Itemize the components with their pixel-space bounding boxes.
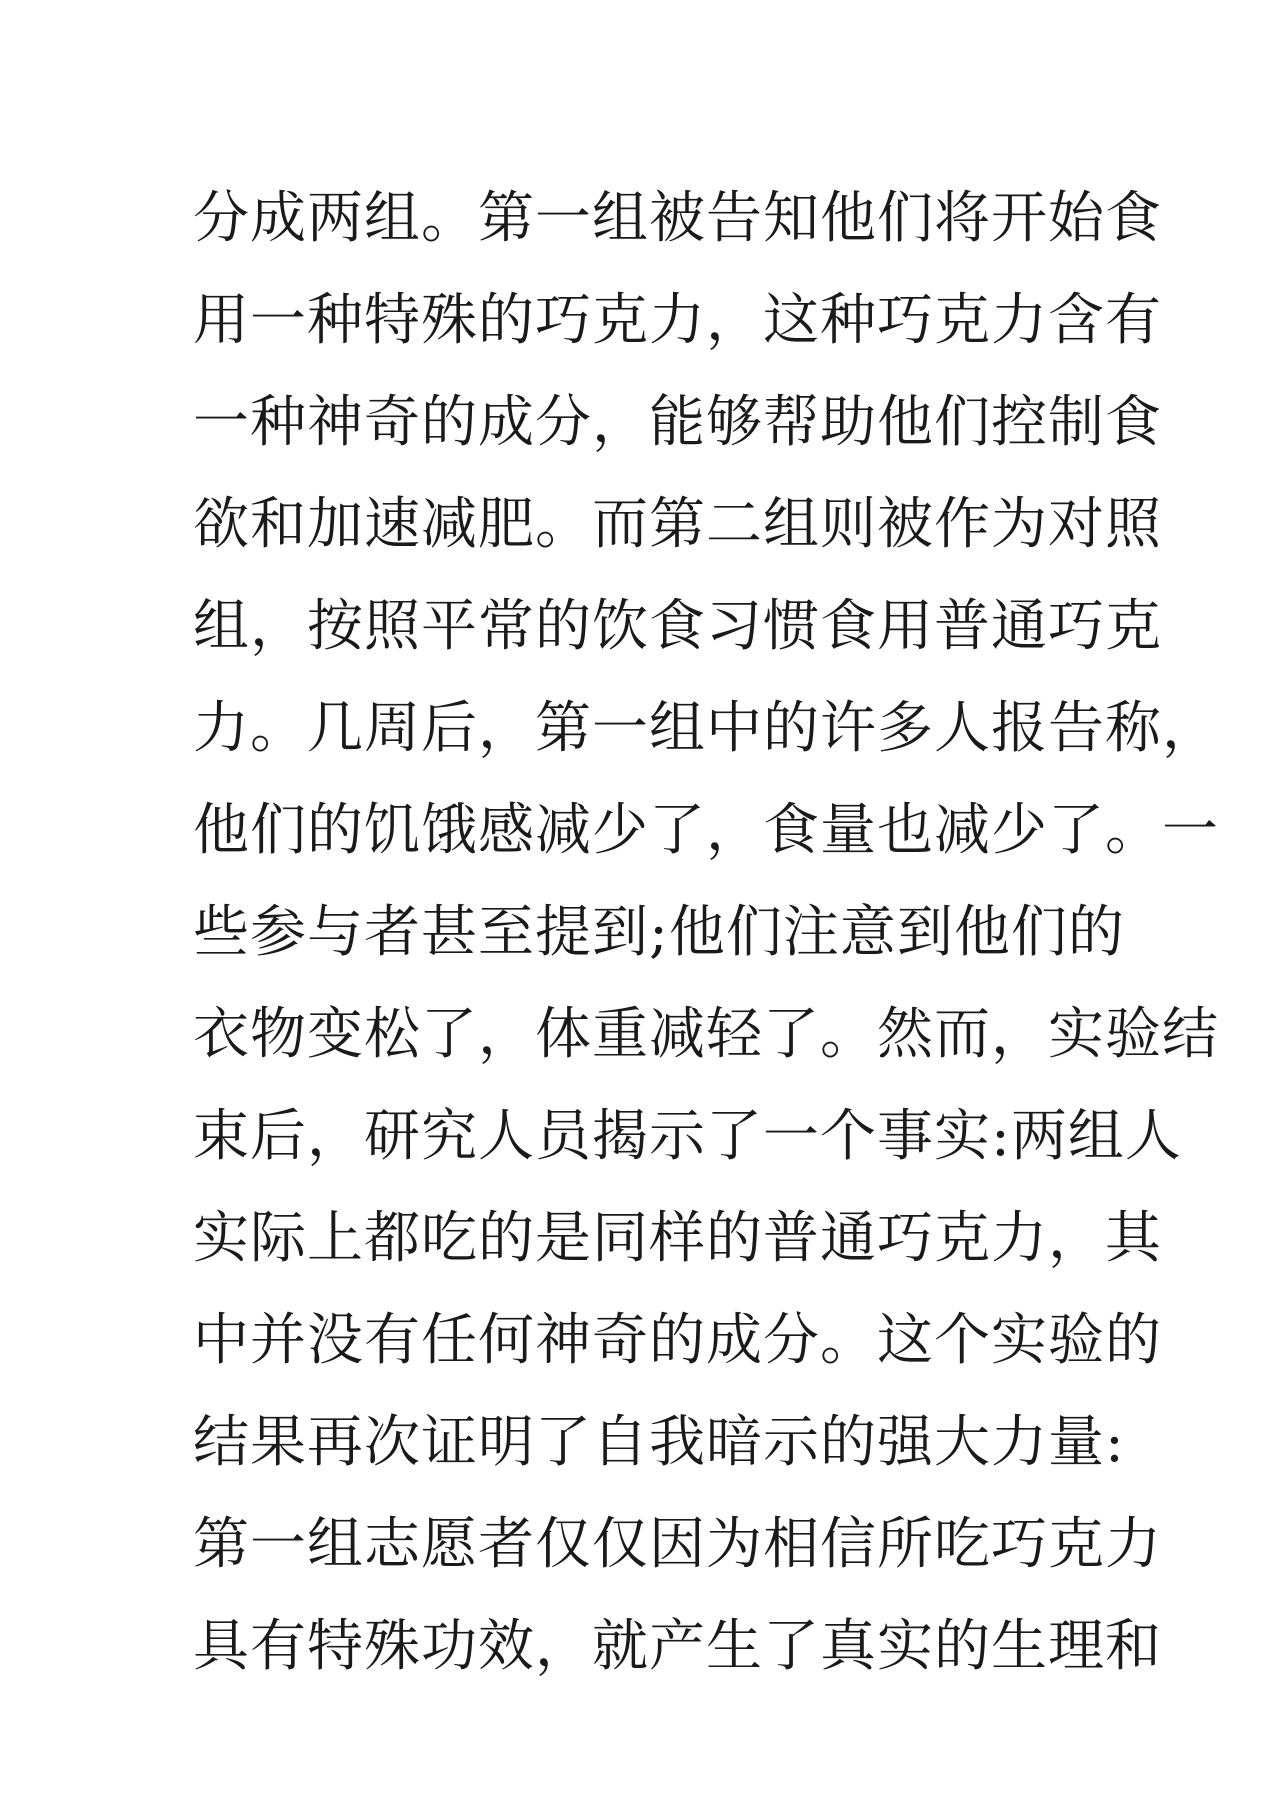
text-line: 组，按照平常的饮食习惯食用普通巧克 xyxy=(193,594,1162,659)
text-line: 些参与者甚至提到;他们注意到他们的 xyxy=(193,900,1125,965)
text-line: 具有特殊功效，就产生了真实的生理和 xyxy=(193,1614,1162,1679)
text-line: 束后，研究人员揭示了一个事实:两组人 xyxy=(193,1104,1182,1169)
text-line: 欲和加速减肥。而第二组则被作为对照 xyxy=(193,492,1162,557)
text-line: 第一组志愿者仅仅因为相信所吃巧克力 xyxy=(193,1512,1162,1577)
text-line: 中并没有任何神奇的成分。这个实验的 xyxy=(193,1308,1162,1373)
text-line: 他们的饥饿感减少了，食量也减少了。一 xyxy=(193,798,1219,863)
text-line: 用一种特殊的巧克力，这种巧克力含有 xyxy=(193,288,1162,353)
body-text xyxy=(193,168,1219,1698)
text-line: 力。几周后，第一组中的许多人报告称， xyxy=(193,696,1219,761)
text-line: 分成两组。第一组被告知他们将开始食 xyxy=(193,186,1162,251)
text-line: 结果再次证明了自我暗示的强大力量: xyxy=(193,1410,1125,1475)
text-line: 衣物变松了，体重减轻了。然而，实验结 xyxy=(193,1002,1219,1067)
text-line: 一种神奇的成分，能够帮助他们控制食 xyxy=(193,390,1162,455)
text-line: 实际上都吃的是同样的普通巧克力，其 xyxy=(193,1206,1162,1271)
